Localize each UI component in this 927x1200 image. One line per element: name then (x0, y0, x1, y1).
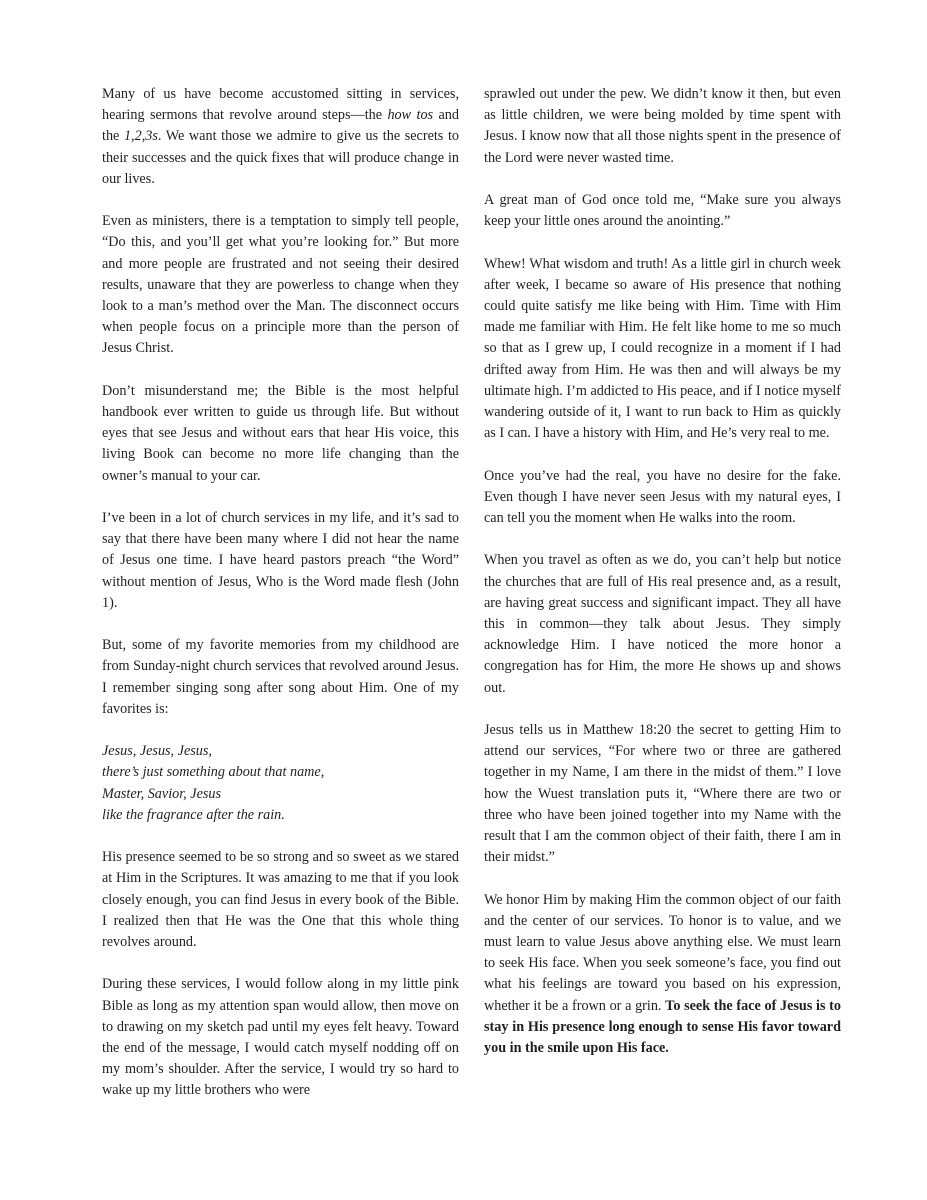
paragraph: When you travel as often as we do, you can’t help but notice the churches that are full of His real presence and, as a result, are having great success and significant impact. They all have this in common—they talk about Jesus. They simply acknowledge Him. I have noticed the more honor a congregation has for Him, the more He shows up and shows out. (484, 552, 841, 696)
paragraph-text: Many of us have become accustomed sitting in services, hearing sermons that revolve around steps—the (102, 86, 459, 124)
song-lyrics (102, 741, 459, 826)
lyric-line: Master, Savior, Jesus (102, 785, 222, 802)
paragraph: But, some of my favorite memories from my childhood are from Sunday-night church services that revolved around Jesus. I remember singing song after song about Him. One of my favorites is: (102, 637, 459, 717)
right-column (484, 84, 841, 1080)
paragraph: A great man of God once told me, “Make sure you always keep your little ones around the anointing.” (484, 192, 841, 230)
paragraph: Jesus tells us in Matthew 18:20 the secret to getting Him to attend our services, “For where two or three are gathered together in my Name, I am there in the midst of them.” I love how the Wuest translation puts it, “Where there are two or three who have been joined together into my Name with the result that I am the common object of their faith, there I am in their midst.” (484, 722, 841, 866)
paragraph: During these services, I would follow along in my little pink Bible as long as my attention span would allow, then move on to drawing on my sketch pad until my eyes felt heavy. Toward the end of the message, I would catch myself nodding off on my mom’s shoulder. After the service, I would try so hard to wake up my little brothers who were (102, 976, 459, 1099)
italic-phrase: 1,2,3s (123, 128, 158, 145)
paragraph-text: and the (102, 107, 459, 145)
bold-emphasis: To seek the face of Jesus is to stay in His presence long enough to sense His favor toward you in the smile upon His face. (484, 997, 841, 1057)
italic-phrase: how tos (387, 107, 434, 124)
paragraph (102, 84, 459, 190)
paragraph: Whew! What wisdom and truth! As a little girl in church week after week, I became so aware of His presence that nothing could quite satisfy me like being with Him. Time with Him made me familiar with Him. He felt like home to me so much so that as I grew up, I could recognize in a moment if I had drifted away from Him. He was then and will always be my ultimate high. I’m addicted to His peace, and if I notice myself wandering outside of it, I want to run back to Him as quickly as I can. I have a history with Him, and He’s very real to me. (484, 255, 841, 442)
paragraph: Don’t misunderstand me; the Bible is the most helpful handbook ever written to guide us through life. But without eyes that see Jesus and without ears that hear His voice, this living Book can become no more life changing than the owner’s manual to your car. (102, 382, 459, 484)
lyric-line: Jesus, Jesus, Jesus, (102, 743, 212, 760)
left-column (102, 84, 459, 1123)
lyric-line: there’s just something about that name, (102, 764, 325, 781)
paragraph: I’ve been in a lot of church services in my life, and it’s sad to say that there have been many where I did not hear the name of Jesus one time. I have heard pastors preach “the Word” without mention of Jesus, Who is the Word made flesh (John 1). (102, 510, 459, 611)
paragraph (484, 890, 841, 1060)
paragraph: His presence seemed to be so strong and so sweet as we stared at Him in the Scriptures. It was amazing to me that if you look closely enough, you can find Jesus in every book of the Bible. I realized then that He was the One that this whole thing revolves around. (102, 849, 459, 951)
paragraph-text: We honor Him by making Him the common object of our faith and the center of our services. To honor is to value, and we must learn to value Jesus above anything else. We must learn to seek His face. When you seek someone’s face, you find out what his feelings are toward you based on his expression, whether it be a frown or a grin. (484, 891, 841, 1014)
lyric-line: like the fragrance after the rain. (102, 806, 285, 823)
paragraph-text: . We want those we admire to give us the secrets to their successes and the quick fixes that will produce change in our lives. (102, 128, 459, 187)
paragraph: Once you’ve had the real, you have no desire for the fake. Even though I have never seen Jesus with my natural eyes, I can tell you the moment when He walks into the room. (484, 467, 841, 527)
paragraph: Even as ministers, there is a temptation to simply tell people, “Do this, and you’ll get what you’re looking for.” But more and more people are frustrated and not seeing their desired results, unaware that they are powerless to change when they look to a man’s method over the Man. The disconnect occurs when people focus on a principle more than the person of Jesus Christ. (102, 213, 459, 357)
paragraph: sprawled out under the pew. We didn’t know it then, but even as little children, we were being molded by time spent with Jesus. I know now that all those nights spent in the presence of the Lord were never wasted time. (484, 86, 841, 166)
